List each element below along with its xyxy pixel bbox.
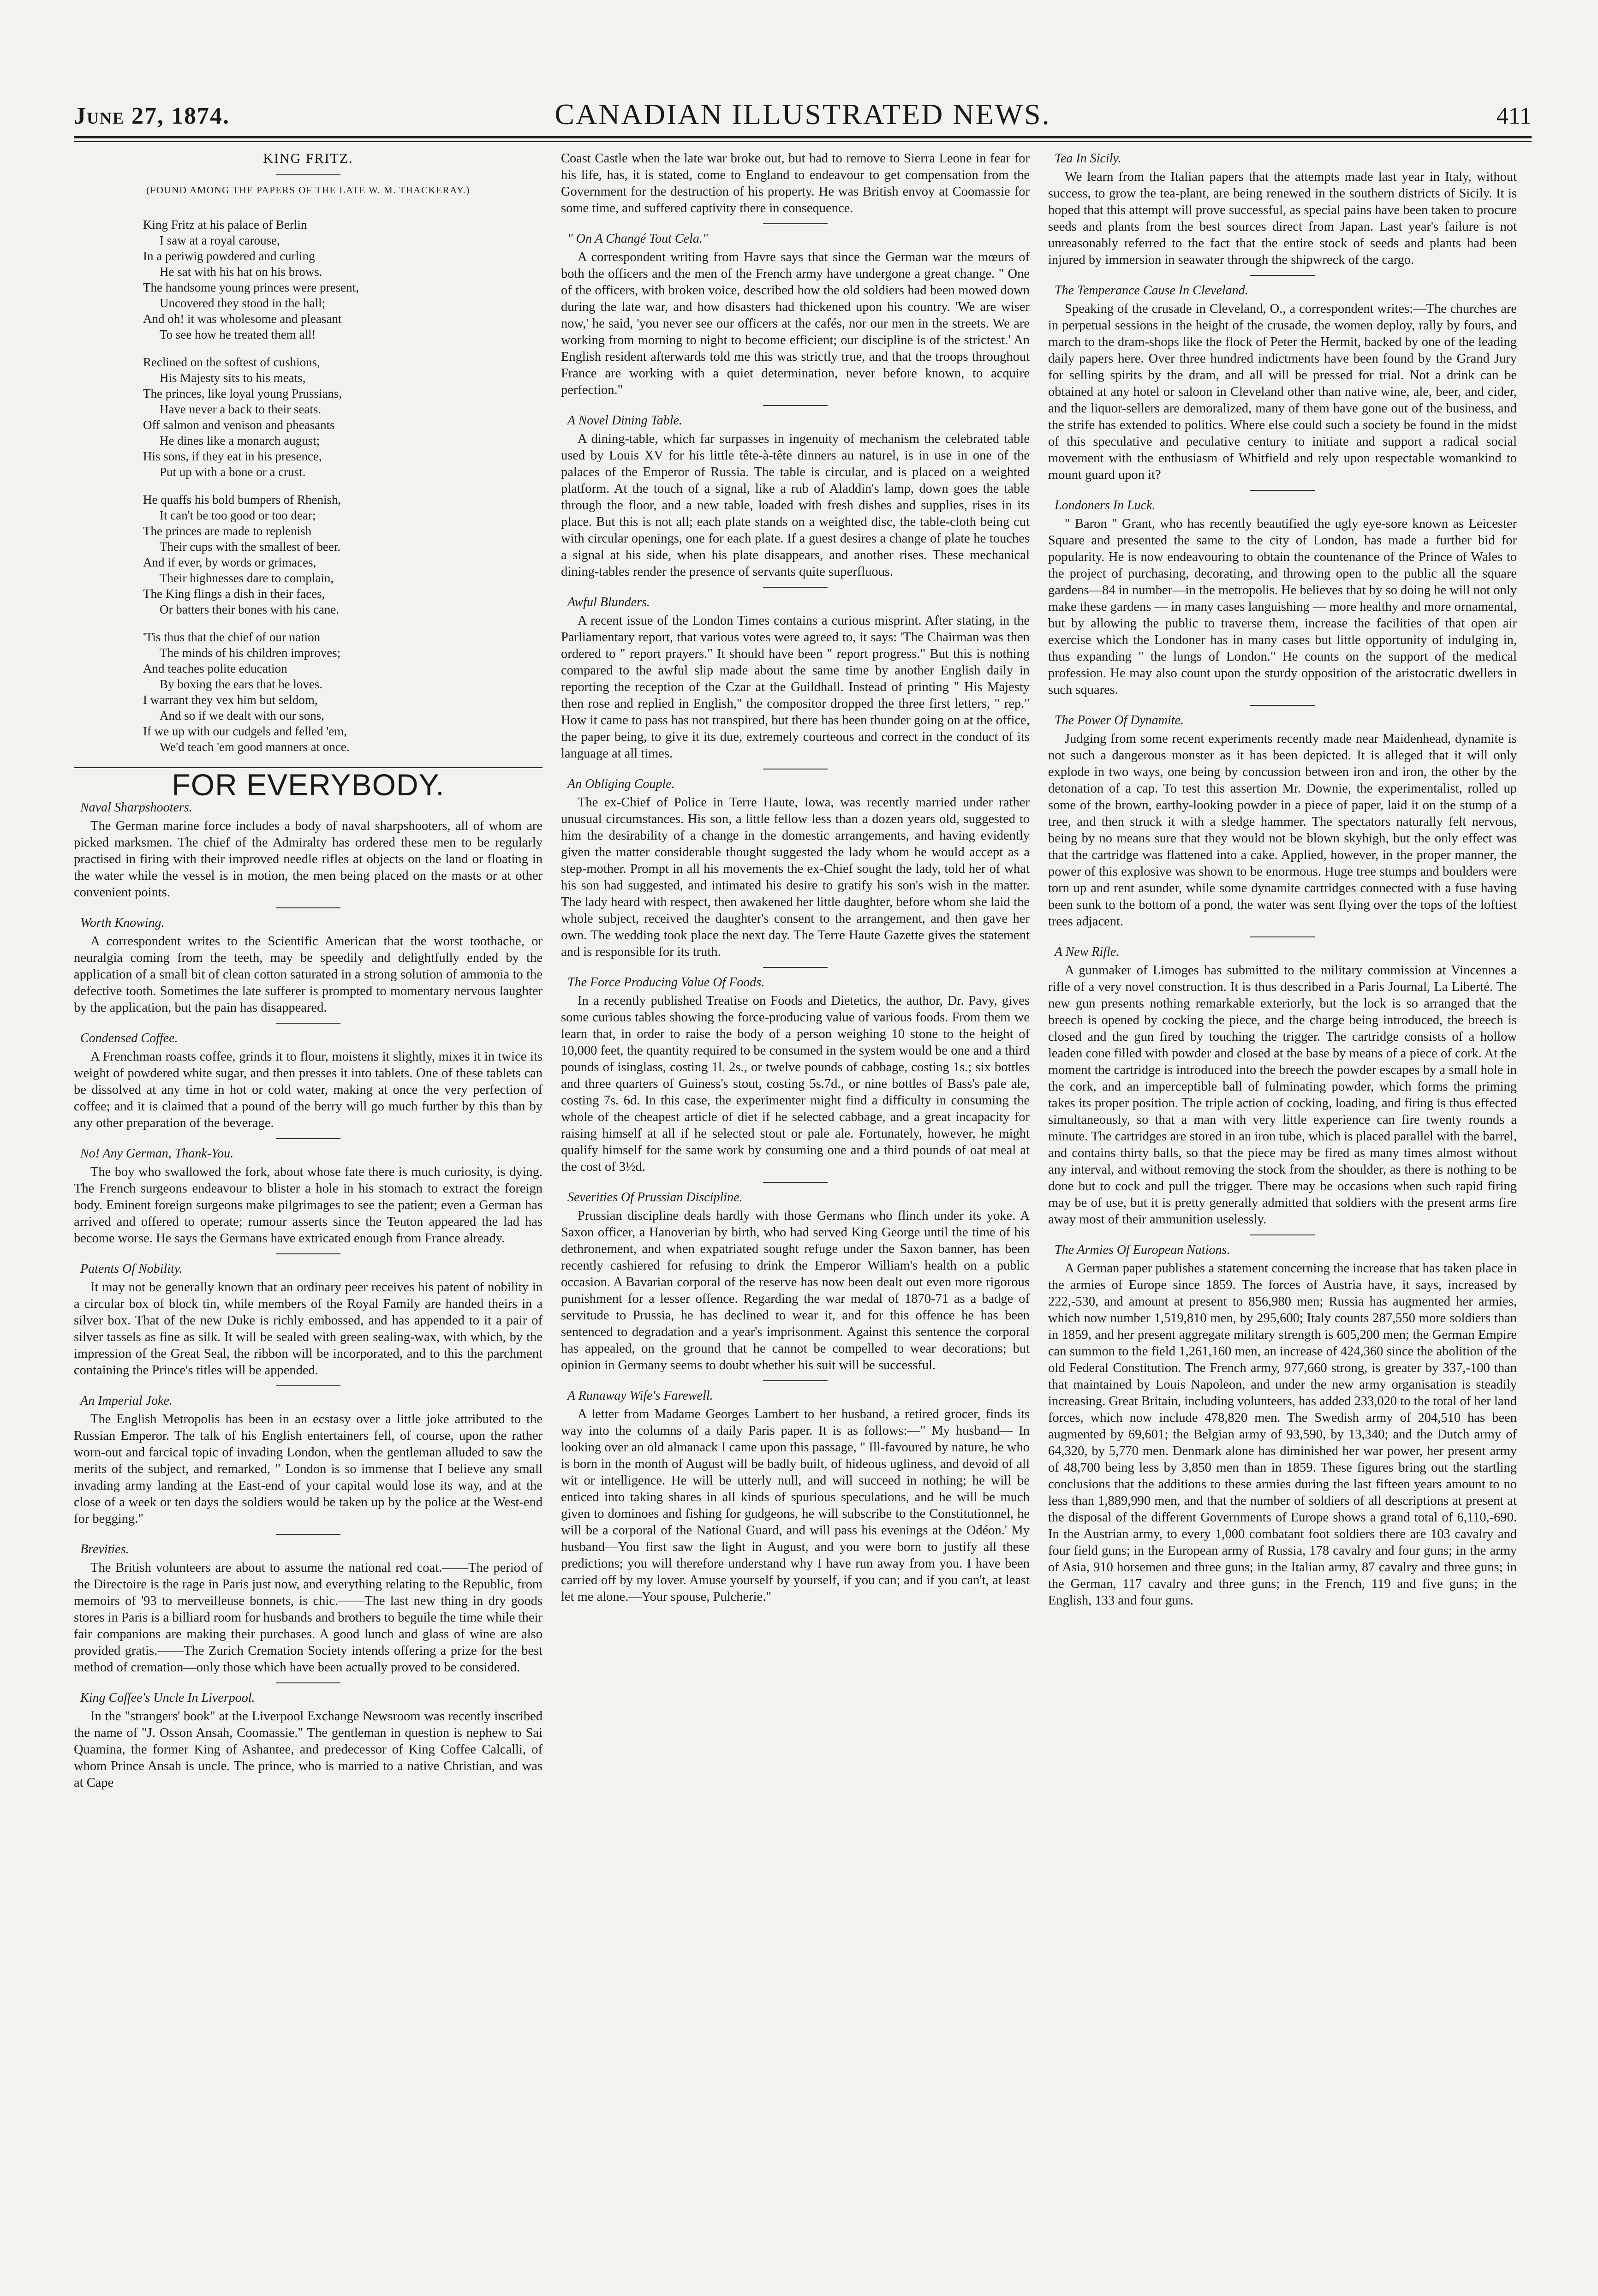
section-title: FOR EVERYBODY. <box>172 768 445 802</box>
column-2 <box>561 150 1030 2277</box>
divider <box>276 1682 340 1683</box>
article-heading: Brevities. <box>80 1542 129 1557</box>
article-heading: A New Rifle. <box>1055 945 1120 959</box>
poem-line: We'd teach 'em good manners at once. <box>160 740 350 754</box>
divider <box>1250 936 1315 937</box>
article-heading: Awful Blunders. <box>567 595 650 609</box>
divider <box>276 174 340 175</box>
poem-line: In a periwig powdered and curling <box>143 249 315 263</box>
poem-line: 'Tis thus that the chief of our nation <box>143 630 321 644</box>
article-text: A Frenchman roasts coffee, grinds it to flour, moistens it slightly, mixes it in twice its weight of powdered white sugar, and then presses it into tablets. One of these tablets can be dissolved at any time in hot or cold water, making at once the very perfection of coffee; and it is claimed that a pound of the berry will go much further by this than by any other preparation of the beverage. <box>74 1050 543 1130</box>
article-heading: Severities Of Prussian Discipline. <box>567 1190 743 1205</box>
poem-line: The handsome young princes were present, <box>143 280 359 294</box>
article-text: A correspondent writes to the Scientific American that the worst toothache, or neuralgia coming from the teeth, may be speedily and delightfully ended by the application of a small bit of clean cotton saturated in a strong solution of ammonia to the defective tooth. Sometimes the late sufferer is prompted to momentary nervous laughter by the application, but the pain has disappeared. <box>74 934 543 1015</box>
divider <box>763 223 828 224</box>
poem-line: The princes, like loyal young Prussians, <box>143 387 342 400</box>
poem-line: He dines like a monarch august; <box>160 434 320 447</box>
divider <box>1250 490 1315 491</box>
newspaper-title: CANADIAN ILLUSTRATED NEWS. <box>555 98 1051 131</box>
article-text: The British volunteers are about to assume the national red coat.——The period of the Directoire is the rage in Paris just now, and everything relating to the Republic, from memoirs of '93 to merveilleuse bonnets, is chic.——The last new thing in dry goods stores in Paris is a billiard room for husbands and brothers to beguile the time while their fair companions are making their purchases. A good lunch and glass of wine are also provided gratis.——The Zurich Cremation Society intends offering a prize for the best method of cremation—only those which have been actually proved to be considered. <box>74 1561 543 1675</box>
poem-line: And if ever, by words or grimaces, <box>143 555 316 569</box>
divider <box>276 1253 340 1254</box>
article-heading: The Temperance Cause In Cleveland. <box>1055 283 1248 298</box>
divider <box>276 907 340 908</box>
poem-line: Or batters their bones with his cane. <box>160 602 340 616</box>
article-text: A German paper publishes a statement concerning the increase that has taken place in the armies of Europe since 1859. The forces of Austria have, it says, increased by 222,-530, and amount at present to 856,980 men; Russia has augmented her armies, which now number 1,519,810 men, by 295,600; Italy counts 287,550 more soldiers than in 1859, and her present aggregate military strength is 605,200 men; the German Empire can summon to the field 1,261,160 men, an increase of 424,360 since the abolition of the old Federal Constitution. The French army, 977,660 strong, is greater by 337,-100 than that maintained by Louis Napoleon, and under the new army organisation is steadily increasing. Great Britain, including volunteers, has added 233,020 to the total of her land forces, which now include 478,820 men. The Swedish army of 204,510 has been augmented by 69,601; the Belgian army of 93,590, by 13,340; and the Dutch army of 64,320, by 5,770 men. Denmark alone has diminished her war power, her present army of 48,700 being less by 3,850 men than in 1859. These figures bring out the startling conclusions that the additions to these armies during the last fifteen years amount to no less than 1,889,990 men, and that the number of soldiers of all descriptions at present at the disposal of the different Governments of Europe shows a grand total of 6,110,-690. In the Austrian army, to every 1,000 combatant foot soldiers there are 103 cavalry and four field guns; in the European army of Russia, 178 cavalry and four guns; in the army of Asia, 910 horsemen and three guns; in the Italian army, 87 cavalry and three guns; in the German, 117 cavalry and three guns; in the French, 119 and five guns; in the English, 133 and four guns. <box>1048 1261 1517 1608</box>
poem-line: Their highnesses dare to complain, <box>160 571 334 585</box>
article-heading: An Imperial Joke. <box>80 1394 173 1408</box>
article-text: In the "strangers' book" at the Liverpool Exchange Newsroom was recently inscribed the name of "J. Osson Ansah, Coomassie." The gentleman in question is nephew to Sai Quamina, the former King of Ashantee, and predecessor of King Coffee Calcalli, of whom Prince Ansah is uncle. The prince, who is married to a native Christian, and was at Cape <box>74 1709 543 1790</box>
article-text: Prussian discipline deals hardly with those Germans who flinch under its yoke. A Saxon officer, a Hanoverian by birth, who had served King George until the time of his dethronement, and when expatriated sought refuge under the Saxon banner, has been recently cashiered for refusing to drink the Emperor William's health on a public occasion. A Bavarian corporal of the reserve has now been dealt out even more rigorous punishment for a lesser offence. Regarding the war medal of 1870-71 as a badge of servitude to Prussia, he has declined to wear it, and for this offence he has been sentenced to degradation and a year's imprisonment. Against this sentence the corporal has appealed, on the ground that he cannot be compelled to wear decorations; but opinion in Germany seems to doubt whether his suit will be successful. <box>561 1209 1030 1372</box>
article-text: Speaking of the crusade in Cleveland, O., a correspondent writes:—The churches are in perpetual sessions in the height of the crusade, the women deploy, rally by fours, and march to the dram-shops like the flock of Peter the Hermit, backed by one of the leading daily papers here. Over three hundred indictments have been found by the Grand Jury for selling spirits by the dram, and all will be pressed for trial. Not a drink can be obtained at any hotel or saloon in Cleveland other than native wine, ale, beer, and cider, and the liquor-sellers are demoralized, many of them have gone out of the business, and the strife has extended to politics. Where else could such a society be found in the midst of this speculative and peculative century to initiate and support a radical social movement with the enthusiasm of Whitfield and rely upon respectable womankind to mount guard upon it? <box>1048 302 1517 482</box>
poem-line: If we up with our cudgels and felled 'em, <box>143 724 347 738</box>
article-text: A gunmaker of Limoges has submitted to the military commission at Vincennes a rifle of a very novel construction. It is thus described in a Paris Journal, La Liberté. The new gun presents nothing remarkable exteriorly, but the lock is so arranged that the breech is opened by cocking the piece, and the charge being introduced, the breech is closed and the gun fired by touching the trigger. The cartridge consists of a hollow leaden cone filled with powder and closed at the base by means of a piece of cork. At the moment the cartridge is introduced into the breech the powder escapes by a small hole in the cork, and an imperceptible ball of fulminating powder, which forms the priming takes its proper position. The triple action of cocking, loading, and firing is thus effected simultaneously, so that a man with very little experience can fire twenty rounds a minute. The cartridges are stored in an iron tube, which is placed parallel with the barrel, and contains thirty balls, so that the piece may be fired as many times almost without any interval, and without removing the stock from the shoulder, as there is nothing to be done but to cock and pull the trigger. There may be occasions when such rapid firing may be of use, but it is pretty generally admitted that soldiers with the present arms fire away most of their ammunition uselessly. <box>1048 963 1517 1227</box>
newspaper-page <box>74 92 1532 2274</box>
article-text: " Baron " Grant, who has recently beautified the ugly eye-sore known as Leicester Square and presented the same to the city of London, has made a further bid for popularity. He is now endeavouring to obtain the countenance of the Prince of Wales to the project of purchasing, decorating, and throwing open to the public all the square gardens—84 in number—in the metropolis. He believes that by so doing he will not only make these gardens — in many cases languishing — more healthy and more ornamental, but by allowing the public to traverse them, increase the facilities of that open air exercise which the Londoner has in many cases but little opportunity of indulging in, thus expanding " the lungs of London." He counts on the support of the medical profession. He may also count upon the sturdy opposition of the aristocratic dwellers in such squares. <box>1048 517 1517 697</box>
article-heading: " On A Changé Tout Cela." <box>567 232 708 246</box>
divider <box>276 1138 340 1139</box>
poem-line: He quaffs his bold bumpers of Rhenish, <box>143 493 341 507</box>
article-heading: Tea In Sicily. <box>1055 151 1121 166</box>
poem-line: Their cups with the smallest of beer. <box>160 540 341 554</box>
masthead <box>74 92 1532 136</box>
article-text: A correspondent writing from Havre says that since the German war the mœurs of both the officers and the men of the French army have undergone a great change. " One of the officers, with broken voice, described how the old soldiers had been mowed down during the late war, and how disasters had thickened upon his country. 'We are wiser now,' he said, 'you never see our officers at the cafés, nor our men in the streets. We are working from morning to night to become efficient; our discipline is of the strictest.' An English resident afterwards told me this was strictly true, and that the troops throughout France are working with a quiet determination, never before known, to acquire perfection." <box>561 250 1030 397</box>
article-text: The ex-Chief of Police in Terre Haute, Iowa, was recently married under rather unusual circumstances. His son, a little fellow less than a dozen years old, suggested to him the desirability of a change in the domestic arrangements, and having evidently given the matter considerable thought suggested the lady whom he would accept as a step-mother. Prompt in all his movements the ex-Chief sought the lady, told her of what his son had suggested, and intimated his desire to gratify his son's wish in the matter. The lady heard with respect, then awakened her little daughter, before whom she laid the whole subject, received the daughter's consent to the arrangement, and then gave her own. The wedding took place the next day. The Terre Haute Gazette gives the statement and is responsible for its truth. <box>561 795 1030 959</box>
article-text: A recent issue of the London Times contains a curious misprint. After stating, in the Parliamentary report, that various votes were agreed to, it says: 'The Chairman was then ordered to " report prayers." It should have been " report progress." But this is nothing compared to the awful slip made about the same time by another English daily in reporting the reception of the Czar at the Guildhall. Instead of printing " His Majesty then rose and replied in English," the compositor dropped the three first letters, " rep." How it came to pass has not transpired, but there has been thunder going on at the office, the paper being, to give it its due, extremely courteous and correct in the conduct of its language at all times. <box>561 614 1030 761</box>
divider <box>763 1182 828 1183</box>
article-text: The English Metropolis has been in an ecstasy over a little joke attributed to the Russian Emperor. The talk of his English entertainers fell, of course, upon the rather worn-out and farcical topic of invading London, when the gentleman alluded to saw the merits of the subject, and remarked, " London is so immense that I believe any small invading army landing at the East-end of your capital would lose its way, and at the close of a week or ten days the soldiers would be taken up by the police at the West-end for begging." <box>74 1412 543 1526</box>
poem-stanza-4 <box>143 629 543 755</box>
article-text: Judging from some recent experiments recently made near Maidenhead, dynamite is not such a dangerous monster as it has been depicted. It is alleged that it will only explode in two ways, one being by concussion between iron and iron, the other by the detonation of a cap. To test this assertion Mr. Downie, the experimentalist, rolled up some of the brown, earthy-looking powder in a piece of paper, laid it on the stump of a tree, and then struck it with a sledge hammer. The spectators naturally felt nervous, being by no means sure that they would not be blown skyhigh, but the only effect was that the cartridge was flattened into a cake. Applied, however, in the proper manner, the power of this explosive was shown to be enormous. Huge tree stumps and boulders were torn up and rent asunder, while some dynamite cartridges connected with a fuse having been sunk to the bottom of a pond, the water was sent flying over the tops of the loftiest trees adjacent. <box>1048 732 1517 929</box>
poem-subtitle: (FOUND AMONG THE PAPERS OF THE LATE W. M. THACKERAY.) <box>146 185 470 196</box>
article-heading: King Coffee's Uncle In Liverpool. <box>80 1691 255 1705</box>
article-text: A dining-table, which far surpasses in ingenuity of mechanism the celebrated table used by Louis XV for his little tête-à-tête dinners au naturel, is in use in one of the palaces of the Emperor of Russia. The table is circular, and is placed on a weighted platform. At the touch of a signal, like a rub of Aladdin's lamp, down goes the table through the floor, and a new table, loaded with fresh dishes and supplies, rises in its place. But this is not all; each plate stands on a weighted disc, the table-cloth being cut with circular openings, one for each plate. If a guest desires a change of plate he touches a signal at his side, when his plate disappears, and another rises. These mechanical dining-tables render the presence of servants quite superfluous. <box>561 432 1030 579</box>
poem-line: Uncovered they stood in the hall; <box>160 296 326 310</box>
poem-line: His Majesty sits to his meats, <box>160 371 306 385</box>
masthead-rule <box>74 136 1532 142</box>
poem-line: The princes are made to replenish <box>143 524 312 538</box>
article-text: Coast Castle when the late war broke out, but had to remove to Sierra Leone in fear for his life, has, it is stated, come to England to endeavour to get compensation from the Government for the destruction of his property. He was British envoy at Coomassie for some time, and suffered captivity there in consequence. <box>561 151 1030 215</box>
article-heading: Londoners In Luck. <box>1055 498 1156 513</box>
article-text: The boy who swallowed the fork, about whose fate there is much curiosity, is dying. The French surgeons endeavour to blister a hole in his stomach to extract the foreign body. Eminent foreign surgeons make pilgrimages to see the patient; even a German has arrived and offered to operate; rumour asserts since the Teuton appeared the lad has become worse. He says the Germans have extricated enough from France already. <box>74 1165 543 1246</box>
divider <box>1250 275 1315 276</box>
article-heading: A Novel Dining Table. <box>567 413 682 428</box>
article-heading: The Power Of Dynamite. <box>1055 713 1184 728</box>
poem-line: It can't be too good or too dear; <box>160 508 316 522</box>
article-heading: An Obliging Couple. <box>567 777 675 791</box>
issue-date: June 27, 1874. <box>74 103 230 129</box>
poem-line: And teaches polite education <box>143 662 287 675</box>
poem-line: Off salmon and venison and pheasants <box>143 418 335 432</box>
divider <box>276 1023 340 1024</box>
divider <box>763 405 828 406</box>
column-1 <box>74 150 543 2277</box>
article-heading: A Runaway Wife's Farewell. <box>567 1389 713 1403</box>
poem-line: And oh! it was wholesome and pleasant <box>143 312 342 326</box>
poem-line: To see how he treated them all! <box>160 328 316 341</box>
poem-line: The King flings a dish in their faces, <box>143 587 325 601</box>
divider <box>763 1380 828 1381</box>
poem-line: He sat with his hat on his brows. <box>160 265 322 279</box>
article-text: It may not be generally known that an ordinary peer receives his patent of nobility in a circular box of block tin, while members of the Royal Family are handed theirs in a silver box. That of the new Duke is richly embossed, and has appended to it a pair of silver tassels as fine as silk. It will be sealed with green sealing-wax, with which, by the impression of the Great Seal, the ribbon will be incorporated, and to this the parchment containing the Prince's titles will be appended. <box>74 1280 543 1378</box>
column-3 <box>1048 150 1517 2277</box>
poem-line: His sons, if they eat in his presence, <box>143 449 322 463</box>
poem-line: I saw at a royal carouse, <box>160 233 280 247</box>
divider <box>1250 705 1315 706</box>
poem-stanza-3 <box>143 492 543 617</box>
poem-line: And so if we dealt with our sons, <box>160 709 324 722</box>
columns <box>74 150 1532 2277</box>
poem-line: King Fritz at his palace of Berlin <box>143 218 307 232</box>
poem-stanza-1 <box>143 217 543 342</box>
article-text: In a recently published Treatise on Foods and Dietetics, the author, Dr. Pavy, gives some curious tables showing the force-producing value of various foods. From them we learn that, in order to raise the body of a person weighing 10 stone to the height of 10,000 feet, the quantity required to be consumed in the system would be one and a third pounds of isinglass, costing 1l. 2s., or twelve pounds of cabbage, costing 1s.; six bottles and three quarters of Guiness's stout, costing 5s.7d., or nine bottles of Bass's pale ale, costing 7s. 6d. In this case, the experimenter might find a difficulty in consuming the whole of the cheapest article of diet if he selected cabbage, and a great incapacity for raising himself at all if he selected stout or pale ale. Fortunately, however, he might qualify himself for the same work by consuming one and a third pounds of oat meal at the cost of 3½d. <box>561 994 1030 1174</box>
article-text: The German marine force includes a body of naval sharpshooters, all of whom are picked marksmen. The chief of the Admiralty has ordered these men to be regularly practised in firing with their improved needle rifles at objects on the land or floating in the water while the vessel is in motion, the men being placed on the masts or at other convenient points. <box>74 819 543 900</box>
article-heading: Naval Sharpshooters. <box>80 800 192 815</box>
article-heading: The Armies Of European Nations. <box>1055 1243 1230 1257</box>
divider <box>276 1385 340 1386</box>
article-heading: Condensed Coffee. <box>80 1031 178 1045</box>
article-text: We learn from the Italian papers that the attempts made last year in Italy, without success, to grow the tea-plant, are being renewed in the southern districts of Sicily. It is hoped that this attempt will prove successful, as special pains have been taken to procure seeds and plants from the best sources direct from Japan. Last year's failure is not unreasonably referred to the fact that the entire stock of seeds and plants had been injured by immersion in seawater through the shipwreck of the cargo. <box>1048 170 1517 267</box>
poem-line: The minds of his children improves; <box>160 646 341 660</box>
poem-line: Put up with a bone or a crust. <box>160 465 306 479</box>
divider <box>276 1534 340 1535</box>
poem-stanza-2 <box>143 354 543 480</box>
divider <box>763 967 828 968</box>
poem-line: I warrant they vex him but seldom, <box>143 693 318 707</box>
article-text: A letter from Madame Georges Lambert to her husband, a retired grocer, finds its way into the columns of a daily Paris paper. It is as follows:—" My husband— In looking over an old almanack I came upon this passage, " Ill-favoured by nature, he who is born in the month of August will be badly built, of hideous ugliness, and devoid of all wit or intelligence. He will be utterly null, and will succeed in nothing; he will be enticed into taking shares in all kinds of spurious speculations, and he will be much given to dominoes and fishing for gudgeons, he will subscribe to the Constitutionnel, he will be a corporal of the National Guard, and will pass his evenings at the Odéon.' My husband—You first saw the light in August, and you were born to justify all these predictions; you will therefore understand why I have run away from you. I have been carried off by my lover. Amuse yourself by yourself, if you can; and if you can't, at least let me alone.—Your spouse, Pulcherie." <box>561 1407 1030 1604</box>
article-heading: Patents Of Nobility. <box>80 1262 183 1276</box>
article-heading: No! Any German, Thank-You. <box>80 1146 234 1161</box>
poem-line: By boxing the ears that he loves. <box>160 677 323 691</box>
poem-title: KING FRITZ. <box>263 151 353 166</box>
article-heading: Worth Knowing. <box>80 916 165 930</box>
poem-line: Have never a back to their seats. <box>160 402 322 416</box>
poem-line: Reclined on the softest of cushions, <box>143 355 320 369</box>
poem <box>143 217 543 755</box>
page-number: 411 <box>1496 103 1532 129</box>
divider <box>1250 1234 1315 1235</box>
article-heading: The Force Producing Value Of Foods. <box>567 975 765 990</box>
divider <box>763 587 828 588</box>
